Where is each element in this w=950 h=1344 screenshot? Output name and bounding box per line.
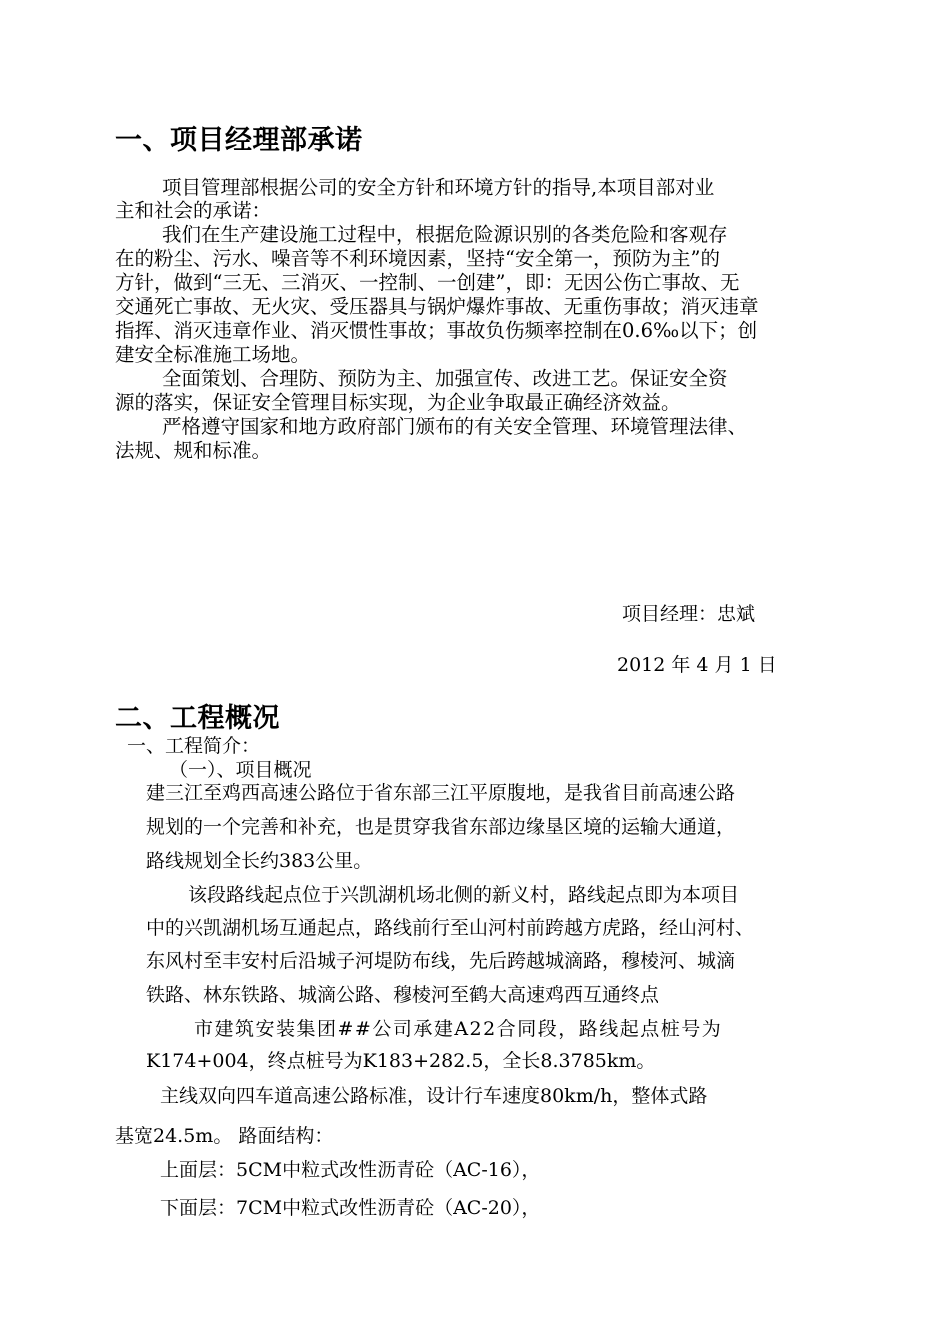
paragraph-line: 基宽24.5m。 路面结构：: [115, 1125, 334, 1147]
paragraph-line: 在的粉尘、污水、噪音等不利环境因素，坚持“安全第一，预防为主”的: [115, 247, 720, 270]
paragraph-line: K174+004，终点桩号为K183+282.5，全长8.3785km。: [146, 1050, 656, 1072]
paragraph-line: 市建筑安装集团##公司承建A22合同段，路线起点桩号为: [194, 1018, 723, 1040]
paragraph-line: 建安全标准施工场地。: [115, 343, 311, 366]
signature: 项目经理：忠斌: [622, 603, 756, 625]
subheading: （一）、项目概况: [169, 759, 312, 781]
paragraph-line: 主线双向四车道高速公路标准，设计行车速度80km/h，整体式路: [160, 1085, 708, 1107]
section2-heading: 二、工程概况: [115, 703, 280, 734]
paragraph-line: 东风村至丰安村后沿城子河堤防布线，先后跨越城滴路，穆棱河、城滴: [146, 950, 736, 972]
paragraph-line: 我们在生产建设施工过程中，根据危险源识别的各类危险和客观存: [162, 223, 728, 246]
subheading: 一、工程简介：: [127, 735, 261, 757]
paragraph-line: 方针，做到“三无、三消灭、一控制、一创建”，即：无因公伤亡事故、无: [115, 271, 740, 294]
paragraph-line: 全面策划、合理防、预防为主、加强宣传、改进工艺。保证安全资: [162, 367, 728, 390]
paragraph-line: 指挥、消灭违章作业、消灭惯性事故；事故负伤频率控制在0.6‰以下；创: [115, 319, 758, 342]
paragraph-line: 上面层：5CM中粒式改性沥青砼（AC-16），: [160, 1159, 541, 1181]
paragraph-line: 下面层：7CM中粒式改性沥青砼（AC-20），: [160, 1197, 541, 1219]
paragraph-line: 该段路线起点位于兴凯湖机场北侧的新义村，路线起点即为本项目: [188, 884, 740, 906]
paragraph-line: 法规、规和标准。: [115, 439, 272, 462]
paragraph-line: 规划的一个完善和补充，也是贯穿我省东部边缘垦区境的运输大通道，: [146, 816, 736, 838]
paragraph-line: 中的兴凯湖机场互通起点，路线前行至山河村前跨越方虎路，经山河村、: [146, 917, 755, 939]
paragraph-line: 严格遵守国家和地方政府部门颁布的有关安全管理、环境管理法律、: [162, 415, 748, 438]
paragraph-line: 主和社会的承诺：: [115, 199, 272, 222]
paragraph-line: 交通死亡事故、无火灾、受压器具与锅炉爆炸事故、无重伤事故；消灭违章: [115, 295, 759, 318]
paragraph-line: 项目管理部根据公司的安全方针和环境方针的指导,本项目部对业: [162, 176, 715, 199]
paragraph-line: 源的落实，保证安全管理目标实现，为企业争取最正确经济效益。: [115, 391, 681, 414]
signature-date: 2012 年 4 月 1 日: [617, 654, 777, 676]
paragraph-line: 建三江至鸡西高速公路位于省东部三江平原腹地，是我省目前高速公路: [146, 782, 736, 804]
section1-heading: 一、项目经理部承诺: [115, 125, 363, 156]
paragraph-line: 路线规划全长约383公里。: [146, 850, 373, 872]
paragraph-line: 铁路、林东铁路、城滴公路、穆棱河至鹤大高速鸡西互通终点: [146, 984, 660, 1006]
